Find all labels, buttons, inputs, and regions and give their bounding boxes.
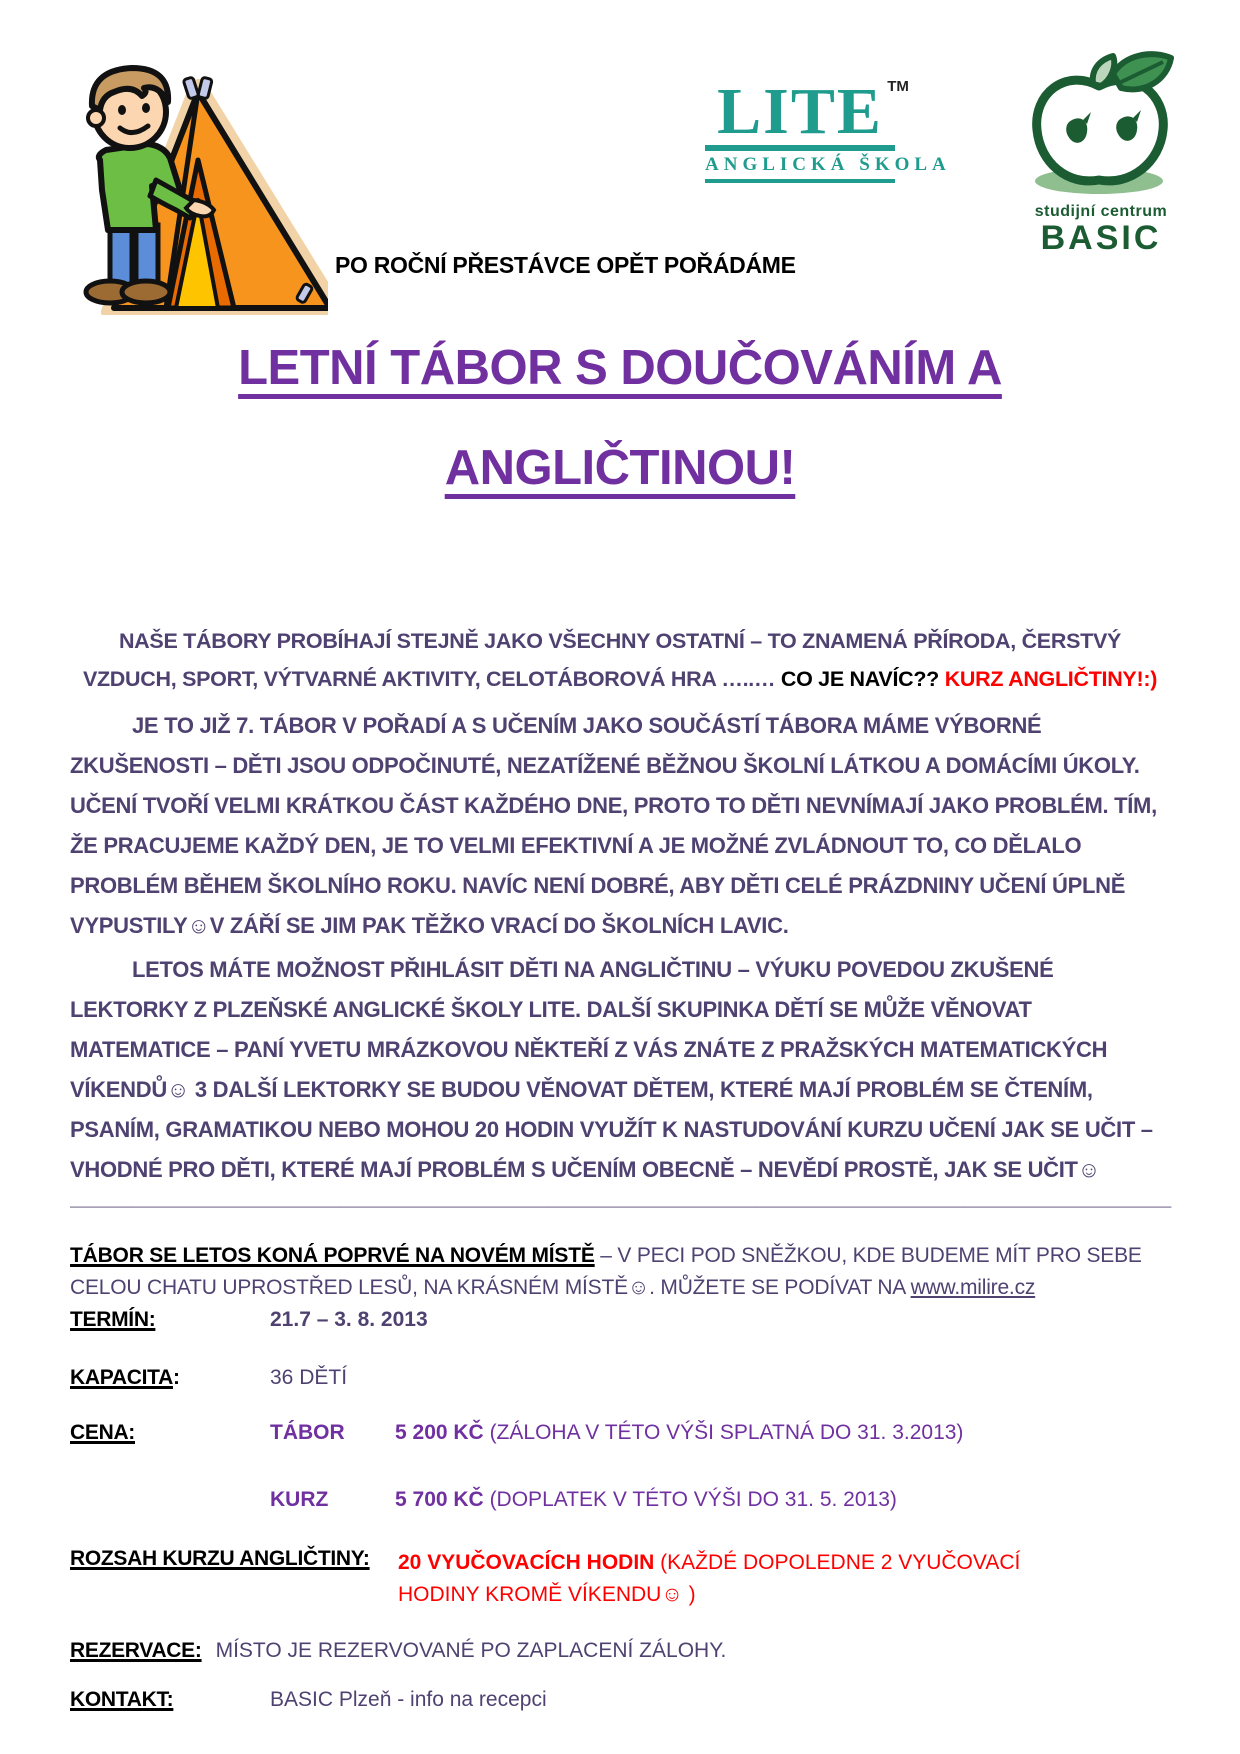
milire-link[interactable]: www.milire.cz xyxy=(910,1276,1036,1299)
rezervace-label: REZERVACE: xyxy=(70,1639,202,1662)
kontakt-row xyxy=(70,1688,1180,1712)
page-title-line2: ANGLIČTINOU! xyxy=(444,441,796,495)
basic-subtitle: studijní centrum xyxy=(1034,203,1168,220)
cena-label: CENA: xyxy=(70,1421,135,1444)
rezervace-value: MÍSTO JE REZERVOVANÉ PO ZAPLACENÍ ZÁLOHY. xyxy=(215,1639,727,1662)
cena-row-tabor xyxy=(70,1421,1180,1445)
lite-logo xyxy=(705,75,951,183)
kapacita-row xyxy=(70,1366,1180,1390)
rozsah-row xyxy=(70,1547,1180,1611)
termin-value: 21.7 – 3. 8. 2013 xyxy=(270,1308,428,1331)
trademark-symbol: TM xyxy=(887,78,909,95)
basic-wordmark: BASIC xyxy=(1040,219,1162,257)
body-paragraph-experience: JE TO JIŽ 7. TÁBOR V POŘADÍ A S UČENÍM JAKO SOUČÁSTÍ TÁBORA MÁME VÝBORNÉ ZKUŠENOSTI – DĚTI JSOU ODPOČINUTÉ, NEZATÍŽENÉ BĚŽNOU ŠKOLNÍ LÁTKOU A DOMÁCÍMI ÚKOLY. UČENÍ TVOŘÍ VELMI KRÁTKOU ČÁST KAŽDÉHO DNE, PROTO TO DĚTI NEVNÍMAJÍ JAKO PROBLÉM. TÍM, ŽE PRACUJEME KAŽDÝ DEN, JE TO VELMI EFEKTIVNÍ A JE MOŽNÉ ZVLÁDNOUT TO, CO DĚLALO PROBLÉM BĚHEM ŠKOLNÍHO ROKU. NAVÍC NENÍ DOBRÉ, ABY DĚTI CELÉ PRÁZDNINY UČENÍ ÚPLNĚ VYPUSTILY☺V ZÁŘÍ SE JIM PAK TĚŽKO VRACÍ DO ŠKOLNÍCH LAVIC. xyxy=(70,713,1157,938)
pre-title: PO ROČNÍ PŘESTÁVCE OPĚT POŘÁDÁME xyxy=(335,252,796,278)
body-paragraph-courses: LETOS MÁTE MOŽNOST PŘIHLÁSIT DĚTI NA ANGLIČTINU – VÝUKU POVEDOU ZKUŠENÉ LEKTORKY Z PLZEŇSKÉ ANGLICKÉ ŠKOLY LITE. DALŠÍ SKUPINKA DĚTÍ SE MŮŽE VĚNOVAT MATEMATICE – PANÍ YVETU MRÁZKOVOU NĚKTEŘÍ Z VÁS ZNÁTE Z PRAŽSKÝCH MATEMATICKÝCH VÍKENDŮ☺ 3 DALŠÍ LEKTORKY SE BUDOU VĚNOVAT DĚTEM, KTERÉ MAJÍ PROBLÉM SE ČTENÍM, PSANÍM, GRAMATIKOU NEBO MOHOU 20 HODIN VYUŽÍT K NASTUDOVÁNÍ KURZU UČENÍ JAK SE UČIT – VHODNÉ PRO DĚTI, KTERÉ MAJÍ PROBLÉM S UČENÍM OBECNĚ – NEVĚDÍ PROSTĚ, JAK SE UČIT☺ xyxy=(70,957,1153,1182)
boy-tent-illustration xyxy=(48,40,328,315)
kapacita-label: KAPACITA xyxy=(70,1366,173,1389)
location-text: – V PECI POD SNĚŽKOU, KDE BUDEME MÍT PRO SEBE CELOU CHATU UPROSTŘED LESŮ, NA KRÁSNÉM MÍSTĚ☺. MŮŽETE SE PODÍVAT NA xyxy=(70,1244,1142,1299)
cena-kurz-price: 5 700 KČ xyxy=(395,1488,490,1511)
kontakt-value: BASIC Plzeň - info na recepci xyxy=(270,1688,547,1711)
cena-tabor-price: 5 200 KČ xyxy=(395,1421,490,1444)
basic-apple-icon xyxy=(1021,50,1181,200)
intro-paragraph-black: CO JE NAVÍC?? xyxy=(780,667,945,691)
boy-tent-clipart xyxy=(48,40,328,315)
rozsah-value-note: (KAŽDÉ DOPOLEDNE 2 VYUČOVACÍ HODINY KROMĚ VÍKENDU☺ ) xyxy=(398,1551,1021,1606)
intro-paragraph-purple: NAŠE TÁBORY PROBÍHAJÍ STEJNĚ JAKO VŠECHNY OSTATNÍ – TO ZNAMENÁ PŘÍRODA, ČERSTVÝ VZDUCH, SPORT, VÝTVARNÉ AKTIVITY, CELOTÁBOROVÁ HRA …..… xyxy=(82,629,1122,691)
cena-tabor-name: TÁBOR xyxy=(270,1421,345,1444)
page-title xyxy=(0,318,1240,518)
separator-line: __________________________________________________________________________________________ xyxy=(70,1185,1172,1210)
location-paragraph xyxy=(70,1240,1180,1304)
rozsah-label: ROZSAH KURZU ANGLIČTINY: xyxy=(70,1547,370,1570)
cena-kurz-note: (DOPLATEK V TÉTO VÝŠI DO 31. 5. 2013) xyxy=(489,1488,897,1511)
lite-wordmark: LITE TM xyxy=(717,75,909,148)
kapacita-colon: : xyxy=(172,1366,180,1389)
intro-paragraph-red: KURZ ANGLIČTINY!:) xyxy=(944,667,1158,691)
kapacita-value: 36 DĚTÍ xyxy=(270,1366,348,1389)
lite-subtitle: ANGLICKÁ ŠKOLA xyxy=(705,154,951,176)
rozsah-value-bold: 20 VYUČOVACÍCH HODIN xyxy=(398,1551,661,1574)
cena-kurz-name: KURZ xyxy=(270,1488,329,1511)
cena-row-kurz xyxy=(70,1488,1180,1512)
cena-tabor-note: (ZÁLOHA V TÉTO VÝŠI SPLATNÁ DO 31. 3.2013) xyxy=(489,1421,964,1444)
lite-underline-bar-2 xyxy=(705,179,895,183)
details-section xyxy=(70,1308,1180,1712)
kontakt-label: KONTAKT: xyxy=(70,1688,174,1711)
termin-row xyxy=(70,1308,1180,1332)
location-heading: TÁBOR SE LETOS KONÁ POPRVÉ NA NOVÉM MÍSTĚ xyxy=(70,1244,595,1267)
page-title-line1: LETNÍ TÁBOR S DOUČOVÁNÍM A xyxy=(238,341,1002,395)
basic-logo xyxy=(1015,50,1187,255)
termin-label: TERMÍN: xyxy=(70,1308,156,1331)
rezervace-row xyxy=(70,1639,1180,1663)
intro-paragraph xyxy=(70,622,1170,698)
